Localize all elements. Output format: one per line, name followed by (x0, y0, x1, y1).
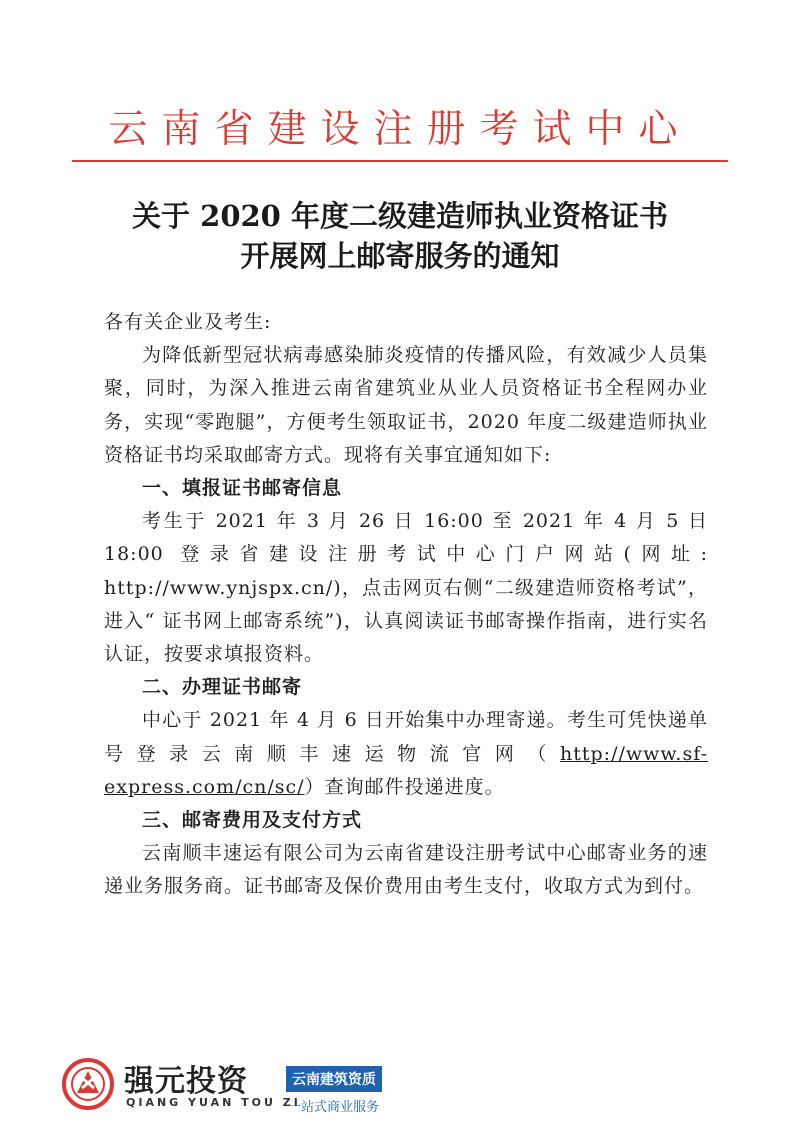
brand-pinyin: QIANG YUAN TOU ZI (126, 1096, 301, 1109)
section2-text-b: ）查询邮件投递进度。 (304, 775, 505, 798)
notice-title-line1: 关于 2020 年度二级建造师执业资格证书 (132, 199, 668, 233)
watermark-footer (62, 1052, 422, 1122)
red-divider-line (72, 160, 728, 162)
salutation: 各有关企业及考生: (104, 311, 272, 333)
intro-paragraph: 为降低新型冠状病毒感染肺炎疫情的传播风险，有效减少人员集聚，同时，为深入推进云南省建筑业从业人员资格证书全程网办业务，实现“零跑腿”，方便考生领取证书，2020 年度二级建造师执业资格证书均采取邮寄方式。现将有关事宜通知如下: (104, 344, 708, 466)
brand-tagline: 一站式商业服务 (288, 1100, 380, 1115)
section2-heading: 二、办理证书邮寄 (142, 676, 303, 699)
section3-paragraph: 云南顺丰速运有限公司为云南省建设注册考试中心邮寄业务的速递业务服务商。证书邮寄及保价费用由考生支付，收取方式为到付。 (104, 842, 708, 898)
issuing-org-header: 云南省建设注册考试中心 (108, 107, 692, 152)
section3-heading: 三、邮寄费用及支付方式 (142, 809, 363, 832)
section2-paragraph (104, 704, 708, 804)
section2-text-a: 中心于 2021 年 4 月 6 日开始集中办理寄递。考生可凭快递单号登录云南顺丰速运物流官网（ (104, 709, 708, 765)
sf-express-link[interactable]: http://www.sf-express.com/cn/sc/ (104, 742, 708, 798)
section1-paragraph: 考生于 2021 年 3 月 26 日 16:00 至 2021 年 4 月 5 日 18:00 登录省建设注册考试中心门户网站(网址: http://www.ynjspx.cn/)，点击网页右侧“二级建造师资格考试”，进入“ 证书网上邮寄系统”)，认真阅读证书邮寄操作指南，进行实名认证，按要求填报资料。 (104, 510, 708, 666)
section1-heading: 一、填报证书邮寄信息 (142, 477, 343, 500)
brand-tag: 云南建筑资质 (286, 1066, 382, 1092)
brand-name: 强元投资 (124, 1064, 248, 1099)
brand-logo-icon (62, 1058, 114, 1110)
notice-title-line2: 开展网上邮寄服务的通知 (240, 239, 560, 273)
notice-body (104, 306, 708, 904)
